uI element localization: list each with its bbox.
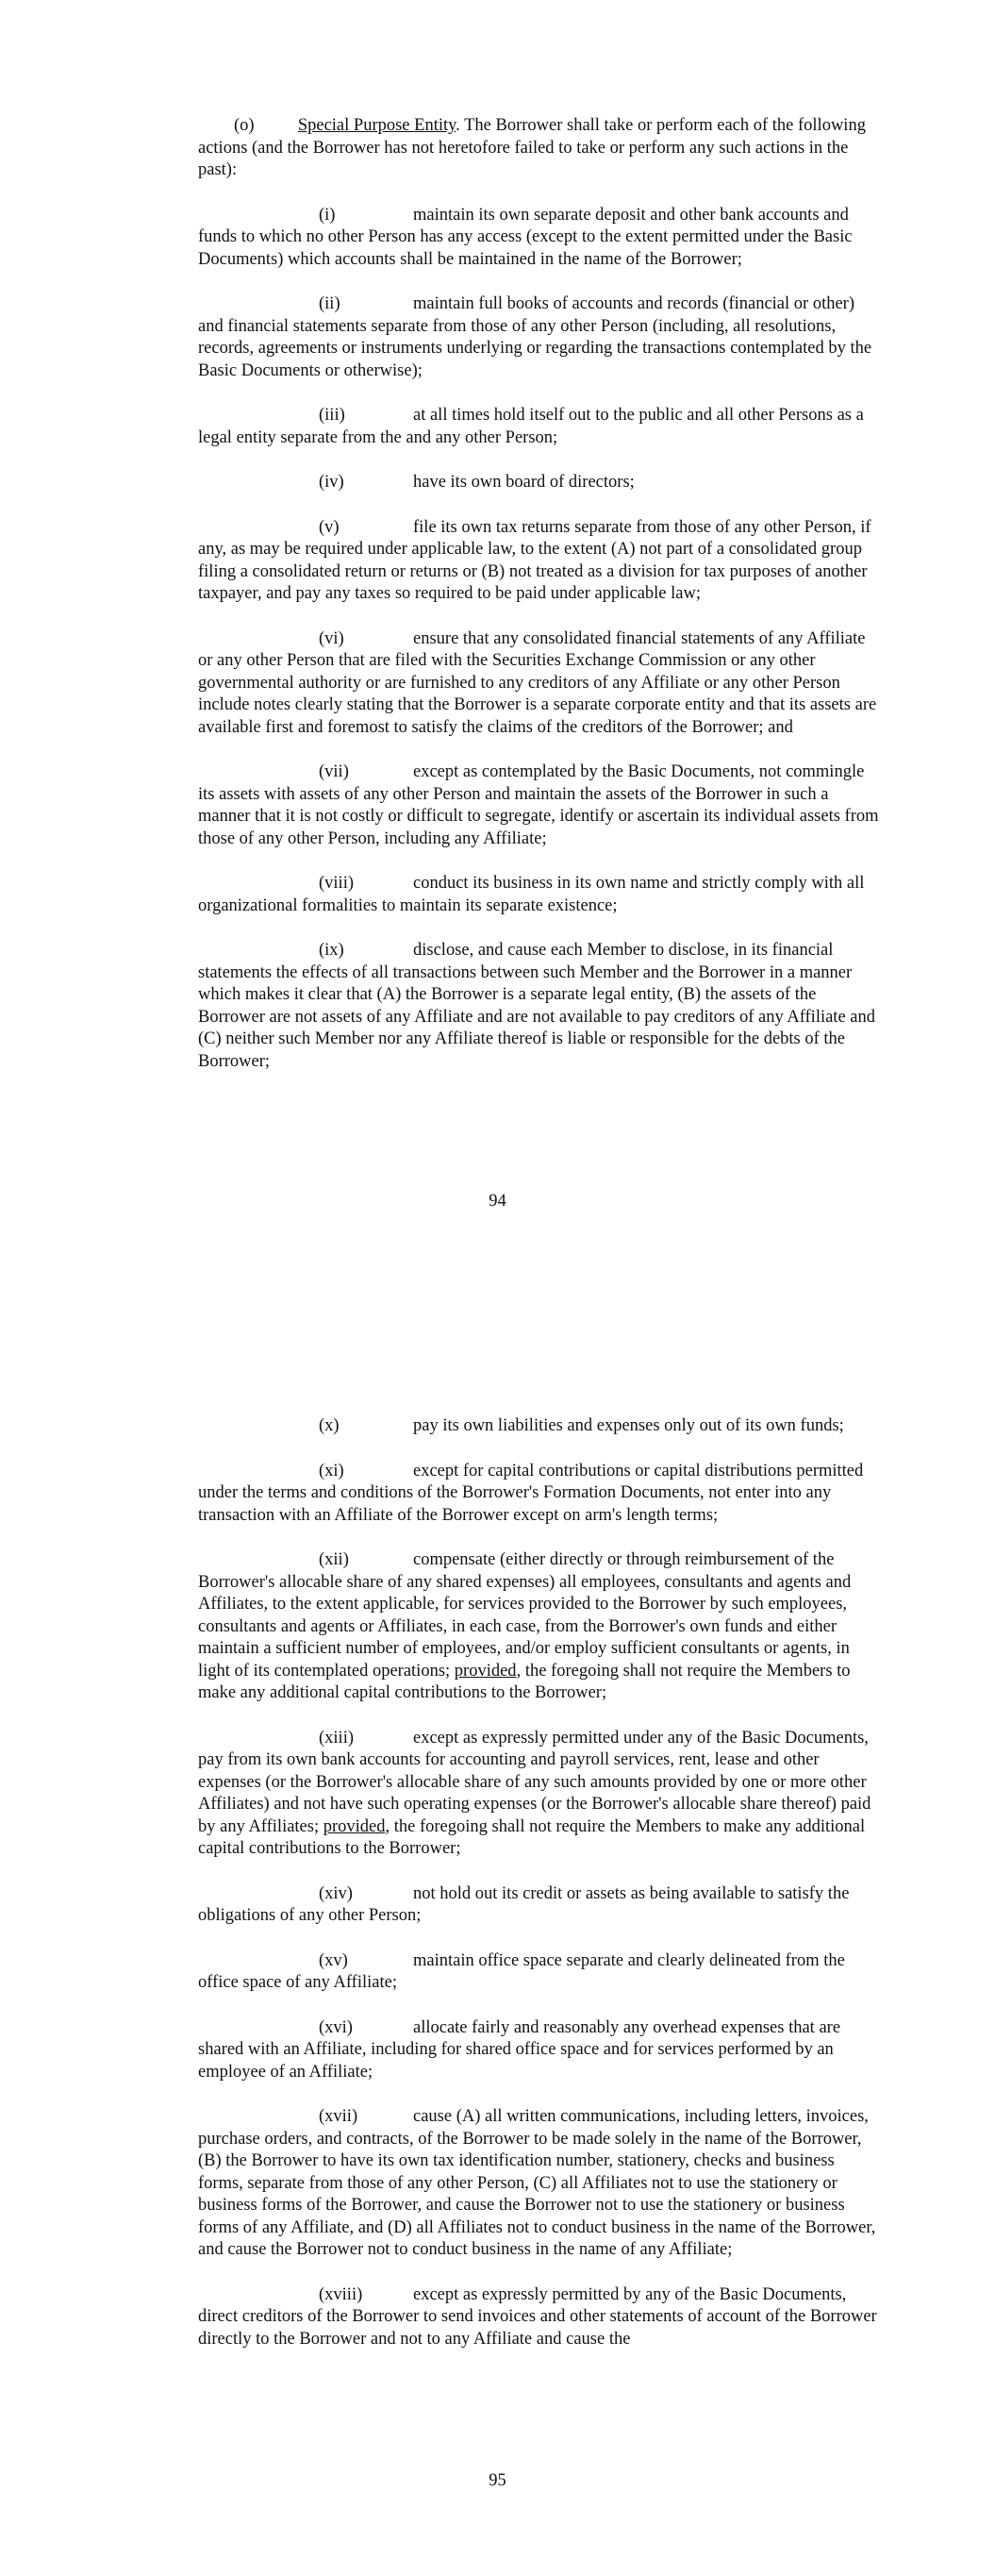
list-item — [198, 628, 882, 740]
provided-term: provided — [454, 1661, 517, 1681]
list-item — [198, 293, 882, 382]
list-item — [198, 405, 882, 449]
list-item-text: have its own board of directors; — [413, 473, 635, 492]
section-o-heading: Special Purpose Entity — [297, 116, 456, 135]
list-item — [198, 1728, 882, 1861]
list-item-number: (xviii) — [319, 2284, 363, 2304]
list-item — [198, 1883, 882, 1928]
page-94-body — [198, 115, 882, 1073]
section-o-text: . The Borrower shall take or perform each of the following actions (and the Borrower has not heretofore failed to take or perform any such actions in the past): — [198, 116, 866, 179]
list-item-number: (ii) — [319, 294, 340, 313]
list-item-number: (xvii) — [319, 2107, 358, 2126]
list-item-text: except as contemplated by the Basic Documents, not commingle its assets with assets of any other Person and maintain the assets of the Borrower in such a manner that it is not costly or difficult to segregate, identify or ascertain its individual assets from those of any other Person, including any Affiliate; — [198, 762, 879, 848]
list-item — [198, 205, 882, 272]
list-item-text: cause (A) all written communications, including letters, invoices, purchase orders, and contracts, of the Borrower to be made solely in the name of the Borrower, (B) the Borrower to have its own tax identification number, stationery, checks and business forms, separate from those of any other Person, (C) all Affiliates not to use the stationery or business forms of the Borrower, and cause the Borrower not to use the stationery or business forms of any Affiliate, and (D) all Affiliates not to conduct business in the name of the Borrower, and cause the Borrower not to conduct business in the name of any Affiliate; — [198, 2107, 876, 2259]
list-item-number: (i) — [319, 205, 336, 225]
list-item-text: pay its own liabilities and expenses only out of its own funds; — [413, 1416, 844, 1435]
list-item-text: not hold out its credit or assets as being available to satisfy the obligations of any other Person; — [198, 1883, 850, 1925]
list-item — [198, 2106, 882, 2262]
list-item-number: (xiii) — [319, 1728, 354, 1748]
list-item — [198, 1950, 882, 1995]
list-item-number: (vii) — [319, 762, 349, 781]
list-item-text: maintain full books of accounts and records (financial or other) and financial statements separate from those of any other Person (including, all resolutions, records, agreements or instruments underlying or regarding the transactions contemplated by the Basic Documents or otherwise); — [198, 294, 872, 380]
list-item-number: (x) — [319, 1416, 340, 1435]
list-item-text: except as expressly permitted under any of the Basic Documents, pay from its own bank accounts for accounting and payroll services, rent, lease and other expenses (or the Borrower's allocable share of any such amounts provided by one or more other Affiliates) and not have such operating expenses (or the Borrower's allocable share thereof) paid by any Affiliates; — [198, 1728, 871, 1836]
list-item-text: maintain its own separate deposit and other bank accounts and funds to which no other Person has any access (except to the extent permitted under the Basic Documents) which accounts shall be maintained in the name of the Borrower; — [198, 205, 853, 269]
list-item — [198, 1415, 882, 1438]
list-item-text: except as expressly permitted by any of the Basic Documents, direct creditors of the Borrower to send invoices and other statements of account of the Borrower directly to the Borrower and not to any Affiliate and cause the — [198, 2284, 877, 2349]
list-item — [198, 940, 882, 1073]
list-item — [198, 761, 882, 850]
list-item — [198, 1549, 882, 1705]
list-item-text: file its own tax returns separate from those of any other Person, if any, as may be required under applicable law, to the extent (A) not part of a consolidated group filing a consolidated return or returns or (B) not treated as a division for tax purposes of another taxpayer, and pay any taxes so required to be paid under applicable law; — [198, 517, 871, 603]
list-item-number: (v) — [319, 517, 340, 537]
list-item-number: (iii) — [319, 406, 345, 425]
list-item — [198, 2284, 882, 2351]
list-item-number: (iv) — [319, 473, 344, 492]
list-item-text: allocate fairly and reasonably any overhead expenses that are shared with an Affiliate, including for shared office space and for services performed by an employee of an Affiliate; — [198, 2017, 841, 2082]
page-number: 94 — [489, 1192, 506, 1211]
list-item-number: (xii) — [319, 1550, 349, 1569]
list-item-number: (xvi) — [319, 2017, 353, 2037]
list-item-text: maintain office space separate and clearly delineated from the office space of any Affiliate; — [198, 1950, 845, 1992]
list-item-number: (viii) — [319, 874, 354, 893]
section-o-label: (o) — [234, 116, 255, 135]
list-item — [198, 873, 882, 917]
list-item-text: disclose, and cause each Member to disclose, in its financial statements the effects of all transactions between such Member and the Borrower in a manner which makes it clear that (A) the Borrower is a separate legal entity, (B) the assets of the Borrower are not assets of any Affiliate and are not available to pay creditors of any Affiliate and (C) neither such Member nor any Affiliate thereof is liable or responsible for the debts of the Borrower; — [198, 941, 875, 1071]
list-item-text-continued: , the foregoing shall not require the Members to make any additional capital contributions to the Borrower; — [198, 1661, 851, 1702]
list-item — [198, 517, 882, 606]
page-95-body — [198, 1415, 882, 2350]
list-item-text: conduct its business in its own name and strictly comply with all organizational formalities to maintain its separate existence; — [198, 874, 865, 915]
list-item-text: at all times hold itself out to the public and all other Persons as a legal entity separate from the and any other Person; — [198, 406, 864, 447]
list-item-number: (xiv) — [319, 1883, 353, 1903]
section-o-paragraph — [198, 115, 882, 182]
list-item — [198, 1461, 882, 1528]
document-page-95 — [0, 1288, 995, 2576]
page-number: 95 — [489, 2471, 506, 2490]
list-item-text: except for capital contributions or capital distributions permitted under the terms and conditions of the Borrower's Formation Documents, not enter into any transaction with an Affiliate of the Borrower except on arm's length terms; — [198, 1461, 864, 1525]
list-item-number: (vi) — [319, 628, 344, 648]
list-item-number: (xi) — [319, 1461, 344, 1480]
list-item — [198, 2017, 882, 2084]
list-item-text: compensate (either directly or through reimbursement of the Borrower's allocable share of any shared expenses) all employees, consultants and agents and Affiliates, to the extent applicable, for services provided to the Borrower by such employees, consultants and agents or Affiliates, in each case, from the Borrower's own funds and either maintain a sufficient number of employees, and/or employ sufficient consultants or agents, in light of its contemplated operations; — [198, 1550, 852, 1681]
list-item — [198, 472, 882, 494]
list-item-number: (xv) — [319, 1950, 348, 1970]
list-item-text-continued: , the foregoing shall not require the Members to make any additional capital contributions to the Borrower; — [198, 1816, 866, 1858]
list-item-number: (ix) — [319, 941, 344, 960]
list-item-text: ensure that any consolidated financial statements of any Affiliate or any other Person that are filed with the Securities Exchange Commission or any other governmental authority or are furnished to any creditors of any Affiliate or any other Person include notes clearly stating that the Borrower is a separate corporate entity and that its assets are available first and foremost to satisfy the claims of the creditors of the Borrower; and — [198, 628, 877, 737]
provided-term: provided — [323, 1816, 386, 1836]
